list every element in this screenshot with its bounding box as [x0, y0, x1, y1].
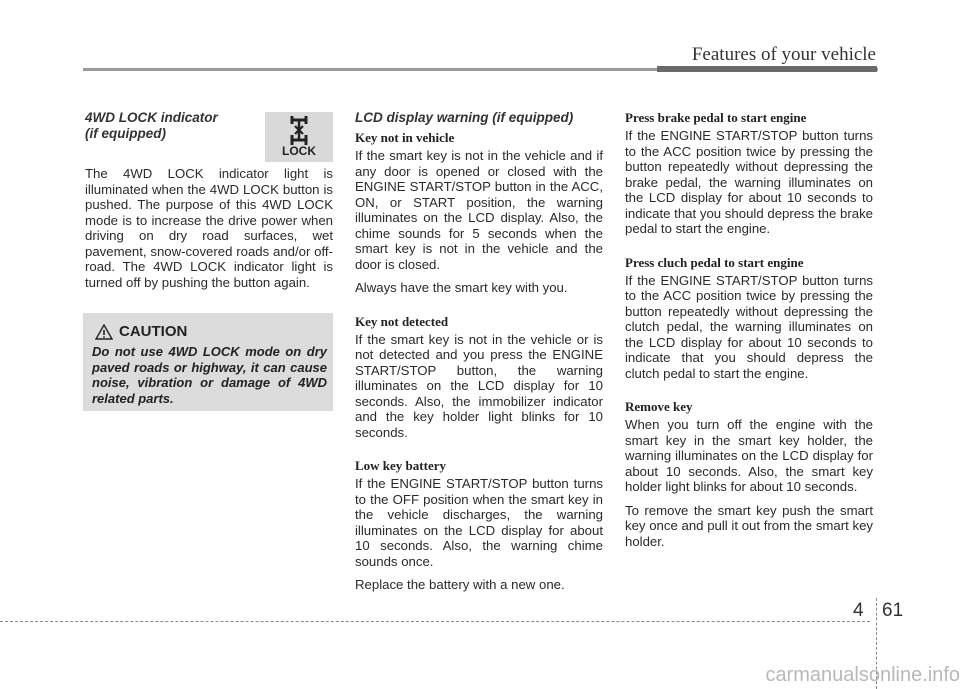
4wd-lock-indicator-box	[265, 112, 333, 162]
subheading-press-brake: Press brake pedal to start engine	[625, 110, 807, 125]
paragraph: To remove the smart key push the smart key once and pull it out from the smart key holder.	[625, 502, 873, 549]
page-header-title: Features of your vehicle	[691, 44, 876, 65]
subheading-remove-key: Remove key	[625, 399, 693, 414]
paragraph: Replace the battery with a new one.	[355, 577, 565, 592]
header-rule-accent	[657, 66, 877, 72]
paragraph: If the smart key is not in the vehicle and if any door is opened or closed with the ENGINE START/STOP button in the ACC, ON, or START position, the warning illuminates on the LCD display. Also, the chime sounds for 5 seconds when the smart key is not in the vehicle and the door is closed.	[355, 148, 603, 272]
page-number: 61	[882, 600, 904, 621]
subheading-key-not-detected: Key not detected	[355, 313, 449, 329]
lock-label: LOCK	[282, 144, 316, 158]
subheading-key-not-in-vehicle: Key not in vehicle	[355, 130, 455, 145]
section-title-line1: 4WD LOCK indicator	[85, 110, 218, 125]
section-title-lcd-warning: LCD display warning (if equipped)	[355, 110, 574, 125]
paragraph: If the ENGINE START/STOP button turns to the OFF position when the smart key in the vehicle discharges, the warning illuminates on the LCD display for about 10 seconds. Also, the warning chime sounds once.	[355, 476, 603, 569]
subheading-low-key-battery: Low key battery	[355, 458, 446, 473]
warning-triangle-icon	[95, 324, 113, 340]
footer-divider	[0, 621, 870, 622]
section-title-line2: (if equipped)	[85, 126, 166, 141]
caution-header	[95, 323, 187, 340]
chapter-number: 4	[853, 600, 864, 621]
paragraph-4wd-lock: The 4WD LOCK indicator light is illuminated when the 4WD LOCK button is pushed. The purpose of this 4WD LOCK mode is to increase the drive power when driving on dry road surfaces, wet pavement, snow-covered roads and/or off-road. The 4WD LOCK indicator light is turned off by pushing the button again.	[85, 166, 333, 290]
watermark-text: carmanualsonline.info	[765, 664, 960, 686]
paragraph: When you turn off the engine with the smart key in the smart key holder, the warning illuminates on the LCD display for about 10 seconds. Also, the smart key holder light blinks for about 10 seconds.	[625, 417, 873, 494]
4wd-lock-icon	[281, 116, 317, 146]
paragraph: If the ENGINE START/STOP button turns to the ACC position twice by pressing the button repeatedly without depressing the brake pedal, the warning illuminates on the LCD display for about 10 seconds to indicate that you should depress the brake pedal to start the engine.	[625, 128, 873, 236]
paragraph: Always have the smart key with you.	[355, 280, 568, 295]
paragraph: If the ENGINE START/STOP button turns to the ACC position twice by pressing the button repeatedly without depressing the clutch pedal, the warning illuminates on the LCD display for about 10 seconds to indicate that you should depress the clutch pedal to start the engine.	[625, 272, 873, 381]
subheading-press-clutch: Press cluch pedal to start engine	[625, 254, 804, 270]
paragraph: If the smart key is not in the vehicle or is not detected and you press the ENGINE START/STOP button, the warning illuminates on the LCD display for 10 seconds. Also, the immobilizer indicator and the key holder light blinks for 10 seconds.	[355, 331, 603, 440]
column-lcd-warning	[355, 110, 603, 593]
column-lcd-warning-cont	[625, 110, 873, 549]
caution-title: CAUTION	[119, 323, 188, 340]
caution-box	[83, 313, 333, 411]
caution-text: Do not use 4WD LOCK mode on dry paved roads or highway, it can cause noise, vibration or damage of 4WD related parts.	[92, 344, 327, 406]
